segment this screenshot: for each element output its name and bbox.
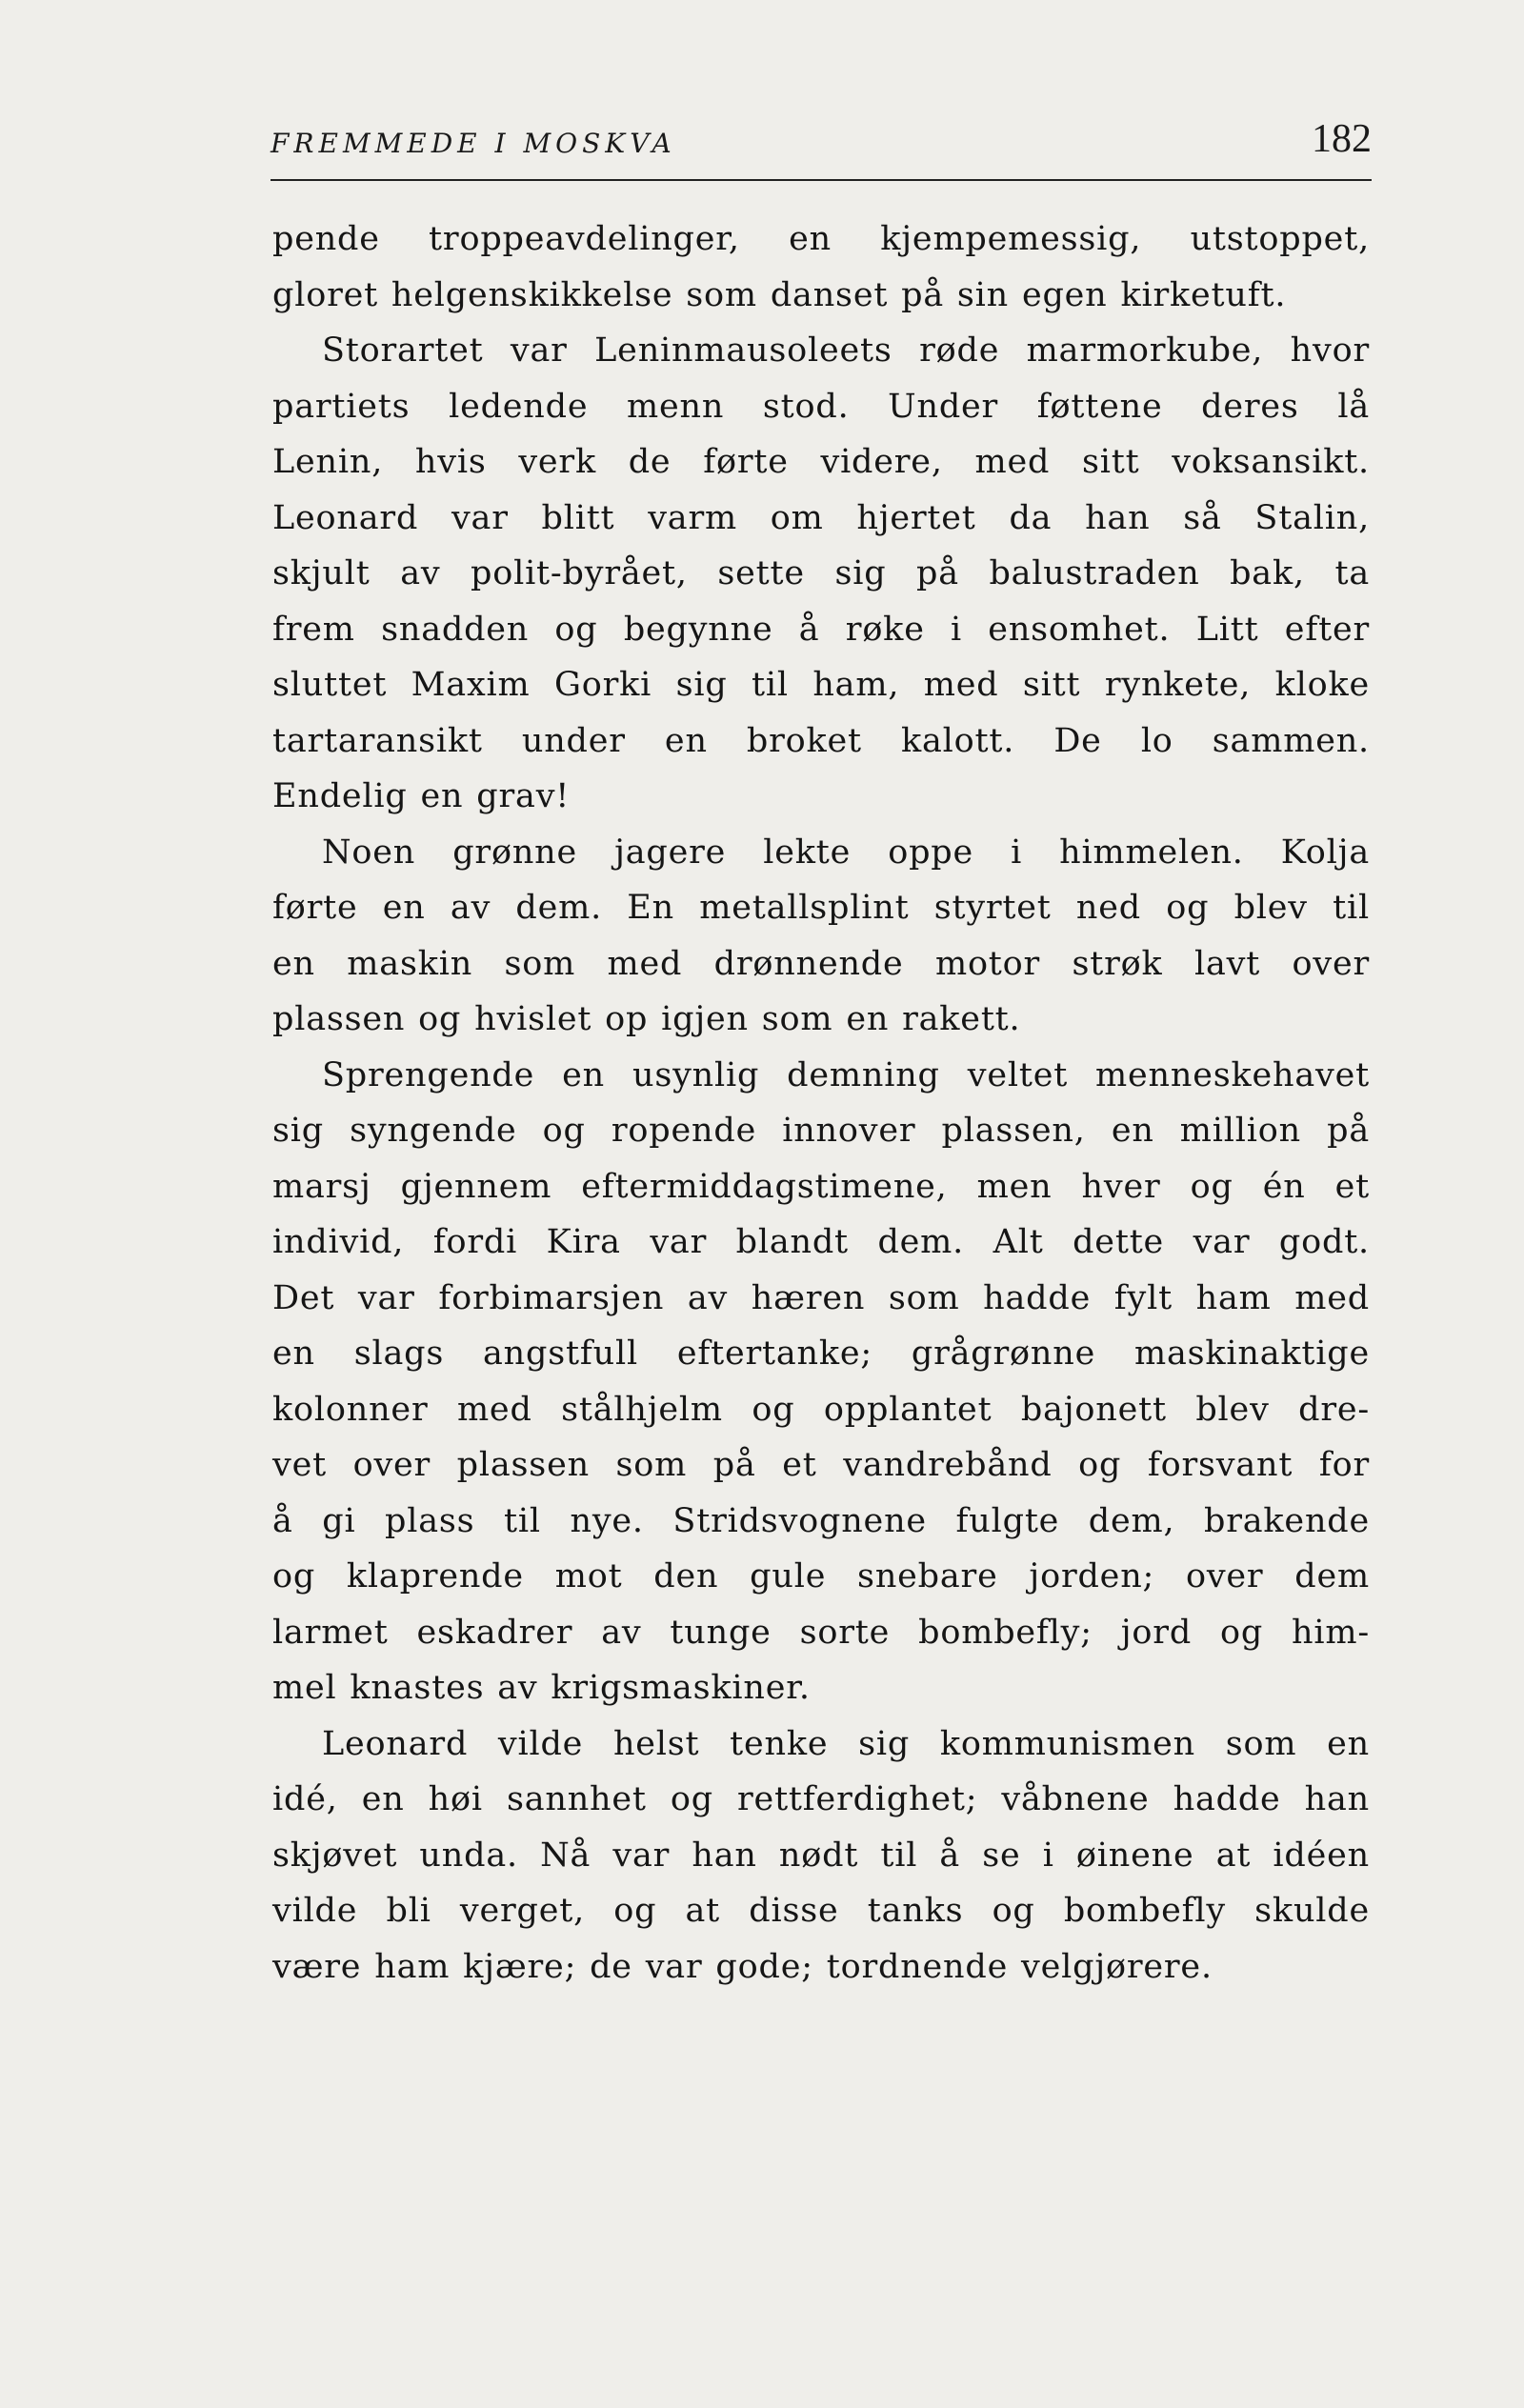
- text-line: Storartet var Leninmausoleets røde marmorkube, hvor: [322, 331, 1370, 370]
- text-line: sig syngende og ropende innover plassen, en million på: [272, 1112, 1370, 1150]
- text-line: Endelig en grav!: [272, 777, 571, 815]
- text-line: gloret helgenskikkelse som danset på sin egen kirketuft.: [272, 275, 1287, 314]
- text-line: larmet eskadrer av tunge sorte bombefly; jord og him-: [272, 1613, 1370, 1652]
- text-line: Sprengende en usynlig demning veltet menneskehavet: [322, 1055, 1370, 1094]
- text-line: idé, en høi sannhet og rettferdighet; våbnene hadde han: [272, 1780, 1370, 1818]
- text-line: skjult av polit-byrået, sette sig på balustraden bak, ta: [272, 554, 1370, 592]
- text-line: skjøvet unda. Nå var han nødt til å se i øinene at idéen: [272, 1836, 1370, 1875]
- text-line: frem snadden og begynne å røke i ensomhet. Litt efter: [272, 610, 1370, 649]
- text-line: førte en av dem. En metallsplint styrtet ned og blev til: [272, 889, 1370, 927]
- text-line: plassen og hvislet op igjen som en rakett.: [272, 1000, 1021, 1038]
- text-line: vet over plassen som på et vandrebånd og forsvant for: [272, 1446, 1370, 1484]
- text-line: mel knastes av krigsmaskiner.: [272, 1669, 811, 1707]
- paragraph: [272, 323, 1370, 825]
- text-line: Leonard vilde helst tenke sig kommunismen som en: [322, 1724, 1370, 1763]
- page-header: [271, 112, 1372, 181]
- text-line: marsj gjennem eftermiddagstimene, men hver og én et: [272, 1167, 1370, 1206]
- paragraph: [272, 825, 1370, 1048]
- text-line: Det var forbimarsjen av hæren som hadde fylt ham med: [272, 1278, 1370, 1317]
- paragraph: [272, 211, 1370, 323]
- body-text: [272, 211, 1370, 1995]
- text-line: og klaprende mot den gule snebare jorden; over dem: [272, 1557, 1370, 1595]
- text-line: pende troppeavdelinger, en kjempemessig, utstoppet,: [272, 220, 1370, 258]
- page-number: 182: [1312, 117, 1372, 161]
- text-line: en maskin som med drønnende motor strøk lavt over: [272, 944, 1370, 983]
- text-line: Leonard var blitt varm om hjertet da han så Stalin,: [272, 498, 1370, 537]
- text-line: vilde bli verget, og at disse tanks og bombefly skulde: [272, 1892, 1370, 1930]
- paragraph: [272, 1048, 1370, 1716]
- text-line: å gi plass til nye. Stridsvognene fulgte dem, brakende: [272, 1501, 1370, 1540]
- text-line: være ham kjære; de var gode; tordnende velgjørere.: [272, 1947, 1213, 1986]
- text-line: kolonner med stålhjelm og opplantet bajonett blev dre-: [272, 1390, 1370, 1429]
- text-line: partiets ledende menn stod. Under føttene deres lå: [272, 387, 1370, 426]
- text-line: tartaransikt under en broket kalott. De lo sammen.: [272, 721, 1370, 760]
- text-line: individ, fordi Kira var blandt dem. Alt dette var godt.: [272, 1223, 1370, 1261]
- paragraph: [272, 1716, 1370, 1996]
- text-line: sluttet Maxim Gorki sig til ham, med sitt rynkete, kloke: [272, 666, 1370, 704]
- text-line: Lenin, hvis verk de førte videre, med sitt voksansikt.: [272, 443, 1370, 481]
- text-line: en slags angstfull eftertanke; grågrønne maskinaktige: [272, 1334, 1370, 1373]
- running-title: FREMMEDE I MOSKVA: [271, 128, 676, 159]
- text-line: Noen grønne jagere lekte oppe i himmelen. Kolja: [322, 833, 1370, 872]
